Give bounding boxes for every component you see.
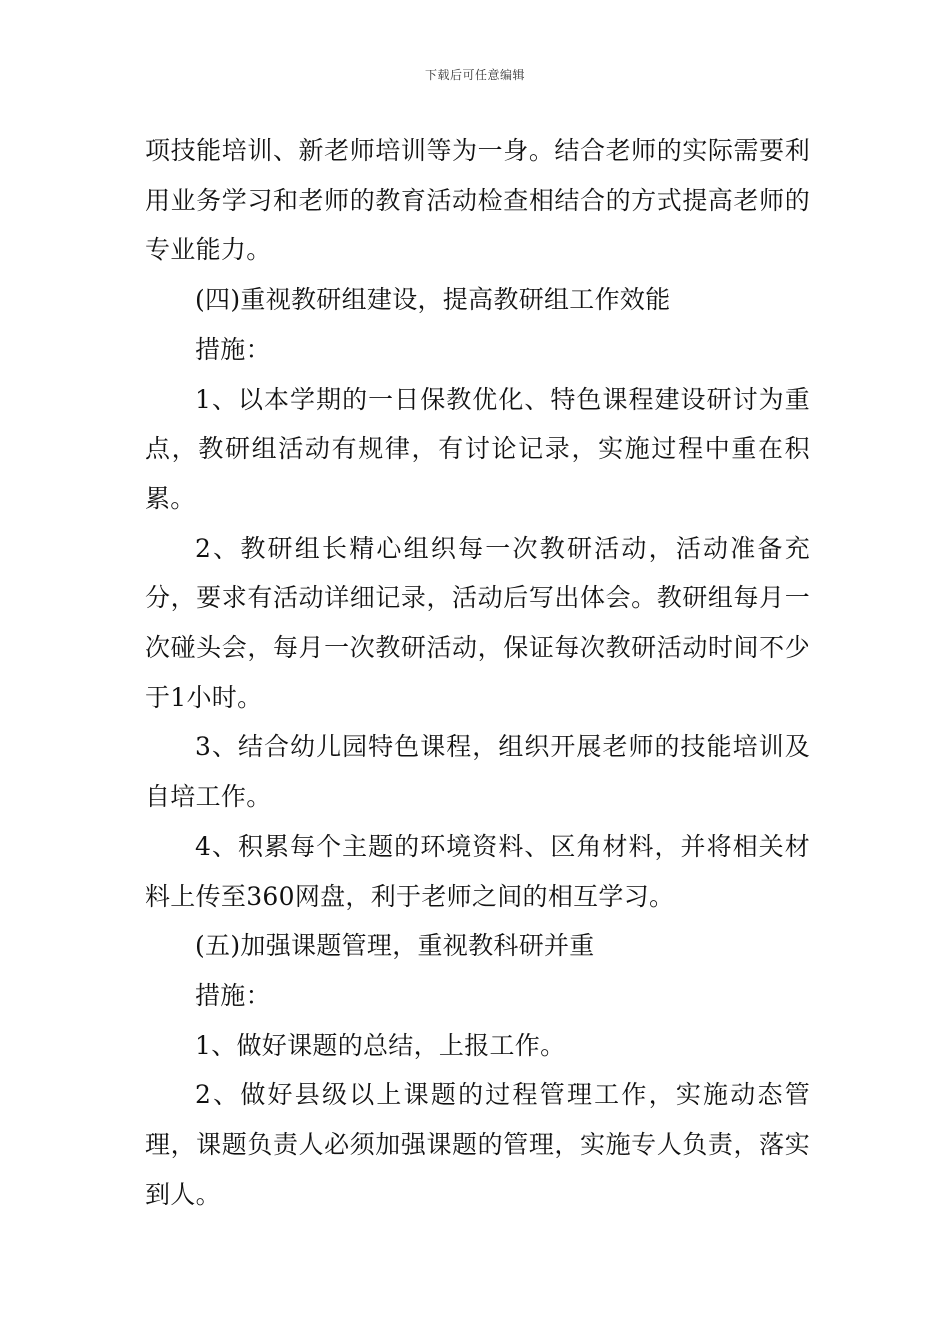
list-item: 1、做好课题的总结，上报工作。 [195, 1030, 566, 1060]
measures-label: 措施： [195, 334, 271, 364]
list-item: 2、教研组长精心组织每一次教研活动，活动准备充分，要求有活动详细记录，活动后写出体会。教研组每月一次碰头会，每月一次教研活动，保证每次教研活动时间不少于1小时。 [145, 533, 810, 712]
document-body [145, 126, 810, 1219]
list-item: 1、以本学期的一日保教优化、特色课程建设研讨为重点，教研组活动有规律，有讨论记录，实施过程中重在积累。 [145, 384, 810, 513]
list-item: 2、做好县级以上课题的过程管理工作，实施动态管理，课题负责人必须加强课题的管理，实施专人负责，落实到人。 [145, 1080, 810, 1209]
section-heading: (四)重视教研组建设，提高教研组工作效能 [195, 285, 671, 315]
list-item: 4、积累每个主题的环境资料、区角材料，并将相关材料上传至360网盘，利于老师之间的相互学习。 [145, 831, 810, 911]
measures-label: 措施： [195, 980, 271, 1010]
section-heading: (五)加强课题管理，重视教科研并重 [195, 931, 595, 961]
list-item: 3、结合幼儿园特色课程，组织开展老师的技能培训及自培工作。 [145, 732, 810, 812]
paragraph: 项技能培训、新老师培训等为一身。结合老师的实际需要利用业务学习和老师的教育活动检查相结合的方式提高老师的专业能力。 [145, 136, 810, 265]
page-header-note: 下载后可任意编辑 [424, 68, 525, 82]
